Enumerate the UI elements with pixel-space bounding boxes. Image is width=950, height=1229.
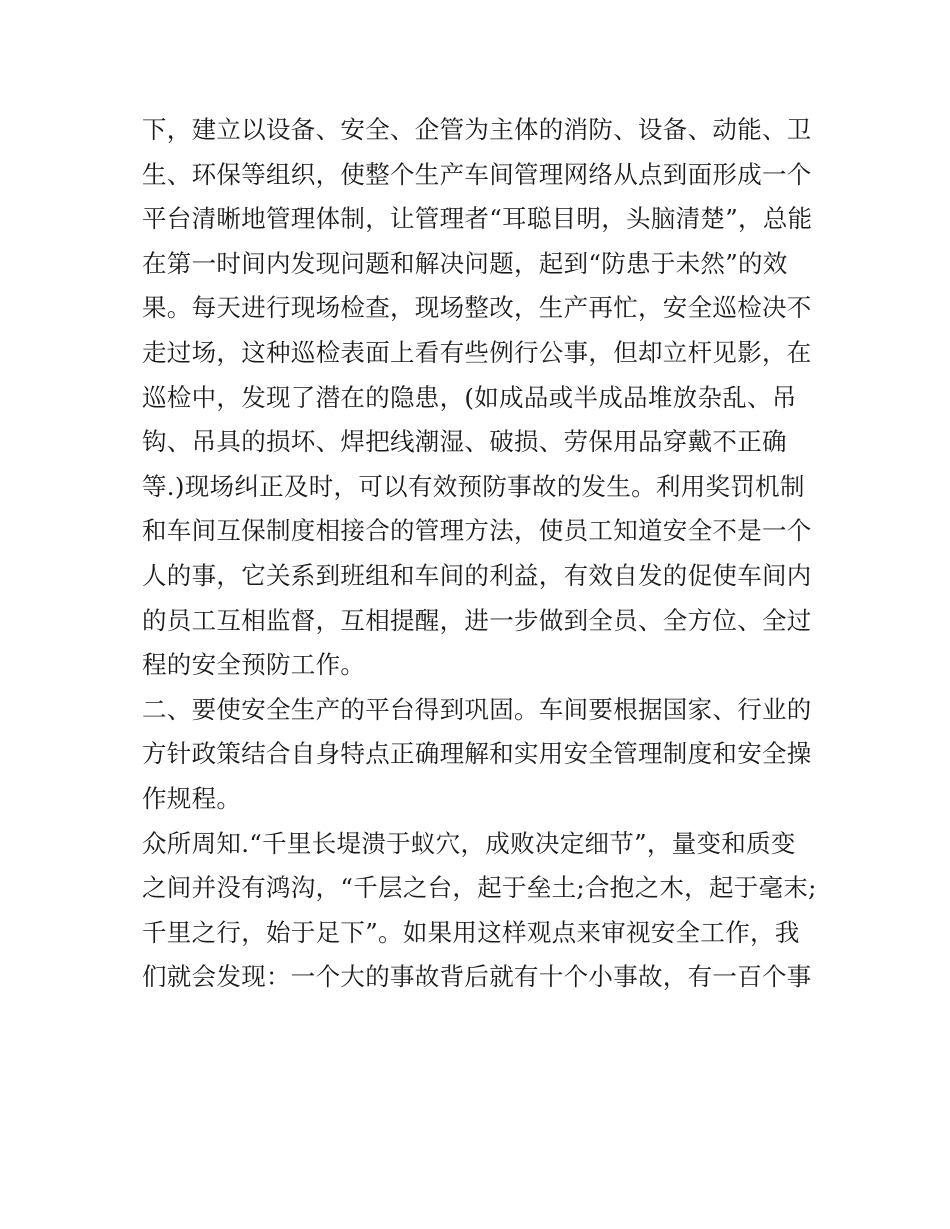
body-text	[142, 108, 822, 1000]
text-line: 方针政策结合自身特点正确理解和实用安全管理制度和安全操	[142, 739, 812, 769]
text-line: 二、要使安全生产的平台得到巩固。车间要根据国家、行业的	[142, 694, 812, 724]
text-line: 在第一时间内发现问题和解决问题，起到“防患于未然”的效	[142, 248, 788, 278]
text-line: 的员工互相监督，互相提醒，进一步做到全员、全方位、全过	[142, 605, 812, 635]
text-line: 千里之行，始于足下”。如果用这样观点来审视安全工作，我	[142, 917, 800, 947]
text-line: 众所周知.“千里长堤溃于蚁穴，成败决定细节”，量变和质变	[142, 828, 796, 858]
text-line: 等.)现场纠正及时，可以有效预防事故的发生。利用奖罚机制	[142, 471, 805, 501]
text-line: 和车间互保制度相接合的管理方法，使员工知道安全不是一个	[142, 516, 812, 546]
text-line: 果。每天进行现场检查，现场整改，生产再忙，安全巡检决不	[142, 293, 812, 323]
text-line: 巡检中，发现了潜在的隐患，(如成品或半成品堆放杂乱、吊	[142, 382, 797, 412]
text-line: 作规程。	[142, 783, 242, 813]
text-line: 程的安全预防工作。	[142, 650, 366, 680]
text-line: 平台清晰地管理体制，让管理者“耳聪目明，头脑清楚”，总能	[142, 204, 813, 234]
text-line: 人的事，它关系到班组和车间的利益，有效自发的促使车间内	[142, 560, 812, 590]
text-line: 下，建立以设备、安全、企管为主体的消防、设备、动能、卫	[142, 115, 812, 144]
text-line: 生、环保等组织，使整个生产车间管理网络从点到面形成一个	[142, 159, 812, 189]
text-line: 们就会发现：一个大的事故背后就有十个小事故，有一百个事	[142, 962, 812, 992]
text-line: 钩、吊具的损坏、焊把线潮湿、破损、劳保用品穿戴不正确	[142, 427, 787, 457]
text-line: 走过场，这种巡检表面上看有些例行公事，但却立杆见影，在	[142, 337, 812, 367]
text-line: 之间并没有鸿沟，“千层之台，起于垒土;合抱之木，起于毫末;	[142, 873, 817, 903]
